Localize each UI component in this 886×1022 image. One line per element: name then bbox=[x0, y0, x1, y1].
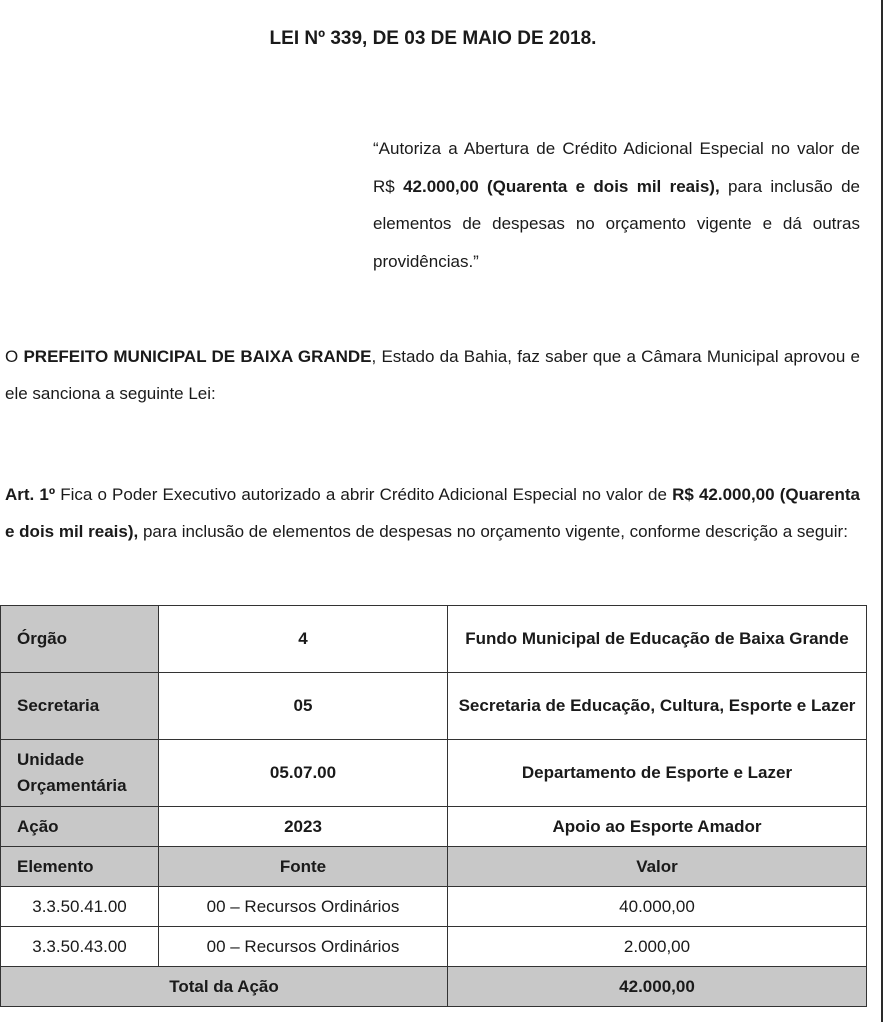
page-right-border bbox=[881, 0, 883, 1022]
article-1-text-1: Fica o Poder Executivo autorizado a abrir Crédito Adicional Especial no valor de bbox=[55, 485, 673, 504]
secretaria-description: Secretaria de Educação, Cultura, Esporte e Lazer bbox=[448, 673, 867, 740]
law-title: LEI Nº 339, DE 03 DE MAIO DE 2018. bbox=[269, 28, 597, 49]
table-row bbox=[1, 887, 867, 927]
row-2-valor: 2.000,00 bbox=[448, 927, 867, 967]
header-fonte: Fonte bbox=[159, 847, 448, 887]
unidade-code: 05.07.00 bbox=[159, 740, 448, 807]
acao-description: Apoio ao Esporte Amador bbox=[448, 807, 867, 847]
preamble-prefix: O bbox=[5, 347, 24, 366]
total-label: Total da Ação bbox=[1, 967, 448, 1007]
acao-label: Ação bbox=[1, 807, 159, 847]
summary-text-1: “Autoriza a Abertura de Crédito Adicional Especial no valor de R$ bbox=[373, 139, 860, 196]
table-row-acao bbox=[1, 807, 867, 847]
orgao-description: Fundo Municipal de Educação de Baixa Grande bbox=[448, 606, 867, 673]
row-2-fonte: 00 – Recursos Ordinários bbox=[159, 927, 448, 967]
orgao-label: Órgão bbox=[1, 606, 159, 673]
table-total-row bbox=[1, 967, 867, 1007]
article-1-label: Art. 1º bbox=[5, 485, 56, 504]
secretaria-code: 05 bbox=[159, 673, 448, 740]
preamble-suffix: , Estado da Bahia, faz saber que a Câmara Municipal aprovou e ele sanciona a seguinte Lei: bbox=[5, 347, 860, 403]
table-row-secretaria bbox=[1, 673, 867, 740]
article-1-text-2: para inclusão de elementos de despesas no orçamento vigente, conforme descrição a seguir: bbox=[138, 522, 848, 541]
row-1-elemento: 3.3.50.41.00 bbox=[1, 887, 159, 927]
unidade-label: Unidade Orçamentária bbox=[1, 740, 159, 807]
row-1-valor: 40.000,00 bbox=[448, 887, 867, 927]
row-2-elemento: 3.3.50.43.00 bbox=[1, 927, 159, 967]
budget-table bbox=[0, 605, 867, 1007]
mayor-title: PREFEITO MUNICIPAL DE BAIXA GRANDE bbox=[23, 347, 372, 366]
preamble-paragraph bbox=[5, 338, 860, 412]
header-elemento: Elemento bbox=[1, 847, 159, 887]
orgao-code: 4 bbox=[159, 606, 448, 673]
article-1-amount: R$ 42.000,00 (Quarenta e dois mil reais), bbox=[5, 485, 860, 541]
table-row-orgao bbox=[1, 606, 867, 673]
summary-text-2: para inclusão de elementos de despesas no orçamento vigente e dá outras providências.” bbox=[373, 176, 860, 271]
secretaria-label: Secretaria bbox=[1, 673, 159, 740]
acao-code: 2023 bbox=[159, 807, 448, 847]
unidade-description: Departamento de Esporte e Lazer bbox=[448, 740, 867, 807]
row-1-fonte: 00 – Recursos Ordinários bbox=[159, 887, 448, 927]
header-valor: Valor bbox=[448, 847, 867, 887]
total-value: 42.000,00 bbox=[448, 967, 867, 1007]
summary-amount: 42.000,00 (Quarenta e dois mil reais), bbox=[403, 176, 720, 196]
law-summary bbox=[373, 130, 860, 280]
table-row-unidade bbox=[1, 740, 867, 807]
table-header-row bbox=[1, 847, 867, 887]
article-1-paragraph bbox=[5, 476, 860, 550]
table-row bbox=[1, 927, 867, 967]
